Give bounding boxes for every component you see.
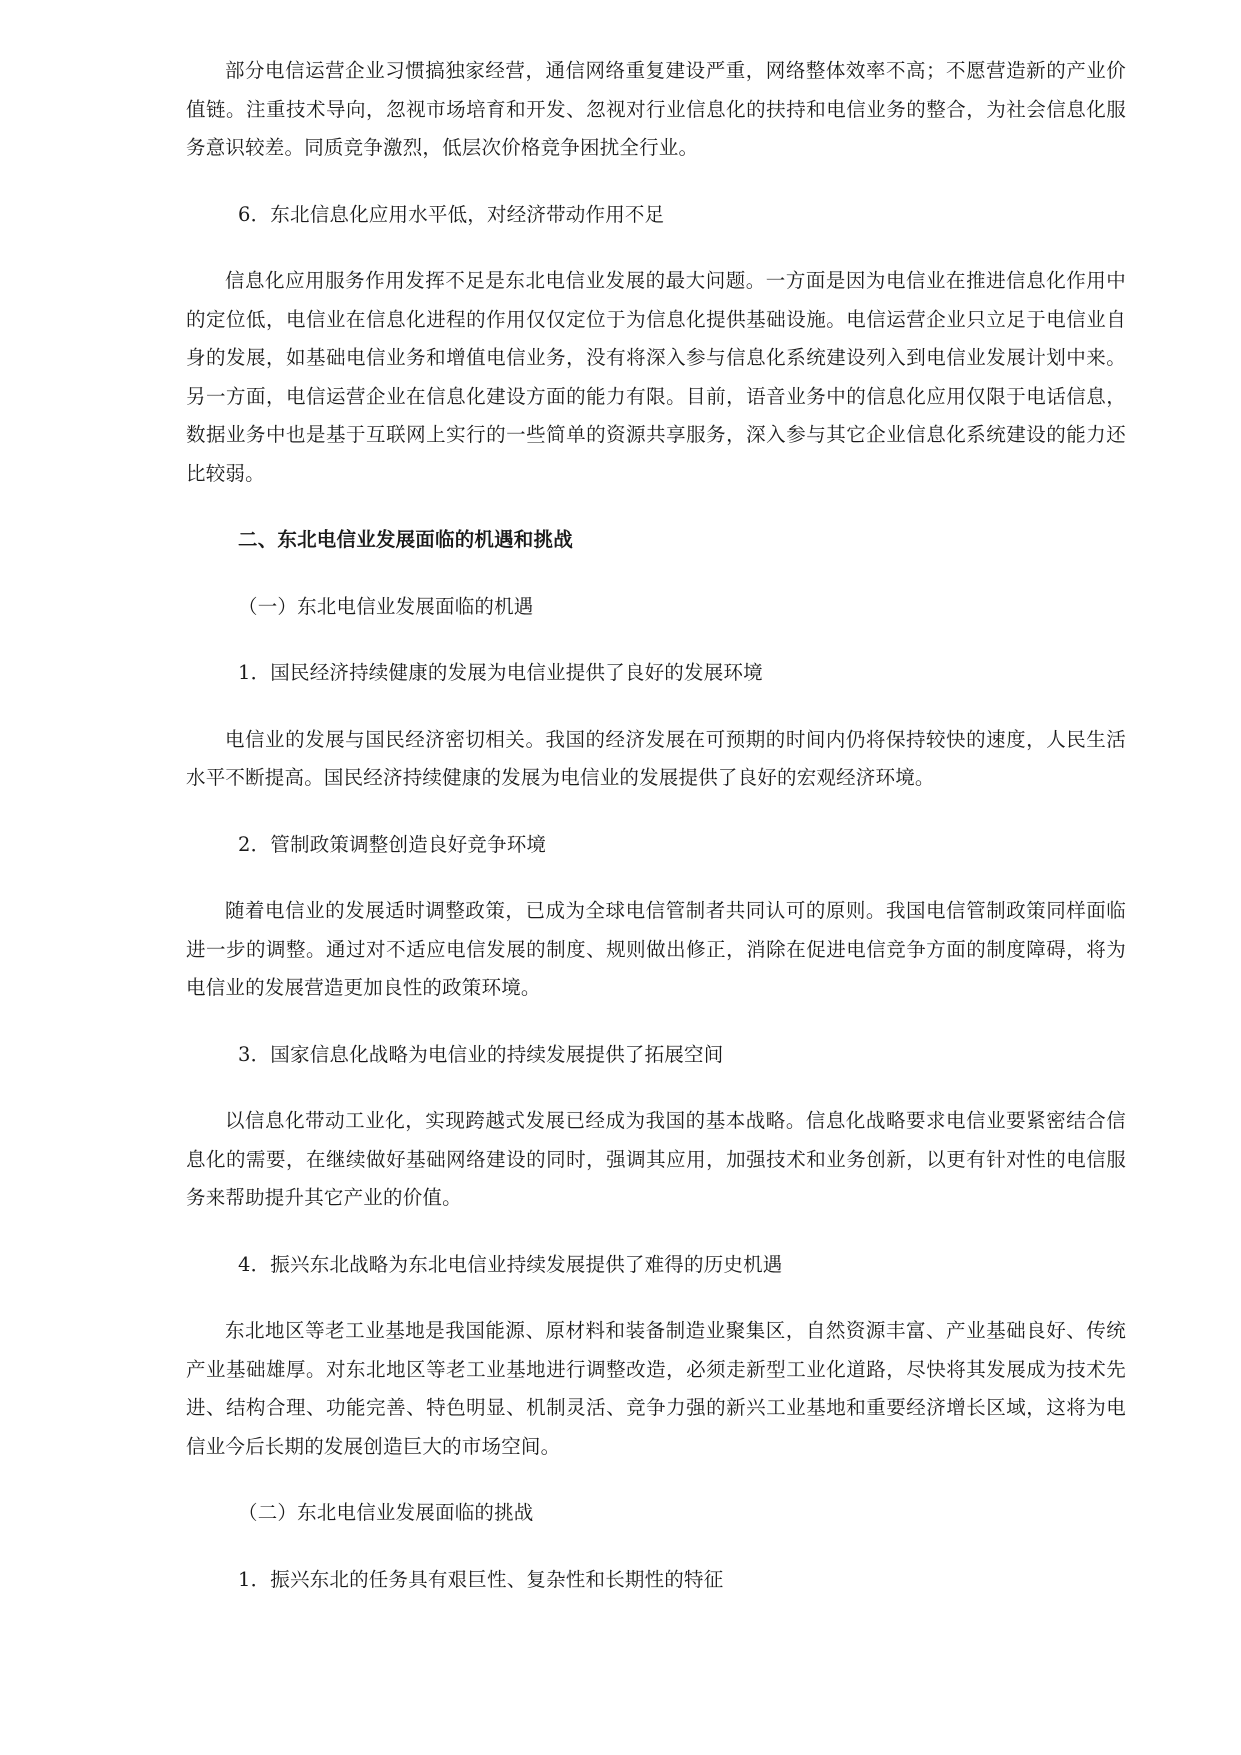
subheading-opportunity-1: 1．国民经济持续健康的发展为电信业提供了良好的发展环境 [238, 661, 763, 684]
subheading-opportunity-4: 4．振兴东北战略为东北电信业持续发展提供了难得的历史机遇 [238, 1252, 783, 1276]
paragraph-opportunity-2: 随着电信业的发展适时调整政策，已成为全球电信管制者共同认可的原则。我国电信管制政策同样面临进一步的调整。通过对不适应电信发展的制度、规则做出修正，消除在促进电信竞争方面的制度障碍，将为电信业的发展营造更加良性的政策环境。 [186, 899, 1126, 999]
subsection-challenges: （二）东北电信业发展面临的挑战 [238, 1501, 534, 1524]
document-page [186, 52, 1126, 1599]
subsection-opportunities: （一）东北电信业发展面临的机遇 [238, 594, 534, 618]
subheading-opportunity-2: 2．管制政策调整创造良好竞争环境 [238, 832, 547, 856]
paragraph-opportunity-1: 电信业的发展与国民经济密切相关。我国的经济发展在可预期的时间内仍将保持较快的速度，人民生活水平不断提高。国民经济持续健康的发展为电信业的发展提供了良好的宏观经济环境。 [186, 727, 1126, 789]
subheading-6: 6．东北信息化应用水平低，对经济带动作用不足 [238, 202, 665, 226]
subheading-challenge-1: 1．振兴东北的任务具有艰巨性、复杂性和长期性的特征 [238, 1567, 724, 1591]
subheading-opportunity-3: 3．国家信息化战略为电信业的持续发展提供了拓展空间 [238, 1042, 724, 1066]
paragraph-informatization-application: 信息化应用服务作用发挥不足是东北电信业发展的最大问题。一方面是因为电信业在推进信息化作用中的定位低，电信业在信息化进程的作用仅仅定位于为信息化提供基础设施。电信运营企业只立足于电信业自身的发展，如基础电信业务和增值电信业务，没有将深入参与信息化系统建设列入到电信业发展计划中来。另一方面，电信运营企业在信息化建设方面的能力有限。目前，语音业务中的信息化应用仅限于电话信息，数据业务中也是基于互联网上实行的一些简单的资源共享服务，深入参与其它企业信息化系统建设的能力还比较弱。 [186, 269, 1126, 485]
paragraph-opportunity-3: 以信息化带动工业化，实现跨越式发展已经成为我国的基本战略。信息化战略要求电信业要紧密结合信息化的需要，在继续做好基础网络建设的同时，强调其应用，加强技术和业务创新，以更有针对性的电信服务来帮助提升其它产业的价值。 [186, 1109, 1126, 1209]
paragraph-industry-competition: 部分电信运营企业习惯搞独家经营，通信网络重复建设严重，网络整体效率不高；不愿营造新的产业价值链。注重技术导向，忽视市场培育和开发、忽视对行业信息化的扶持和电信业务的整合，为社会信息化服务意识较差。同质竞争激烈，低层次价格竞争困扰全行业。 [186, 59, 1126, 159]
section-heading-2: 二、东北电信业发展面临的机遇和挑战 [238, 528, 573, 551]
paragraph-opportunity-4: 东北地区等老工业基地是我国能源、原材料和装备制造业聚集区，自然资源丰富、产业基础良好、传统产业基础雄厚。对东北地区等老工业基地进行调整改造，必须走新型工业化道路，尽快将其发展成为技术先进、结构合理、功能完善、特色明显、机制灵活、竞争力强的新兴工业基地和重要经济增长区域，这将为电信业今后长期的发展创造巨大的市场空间。 [186, 1319, 1126, 1458]
